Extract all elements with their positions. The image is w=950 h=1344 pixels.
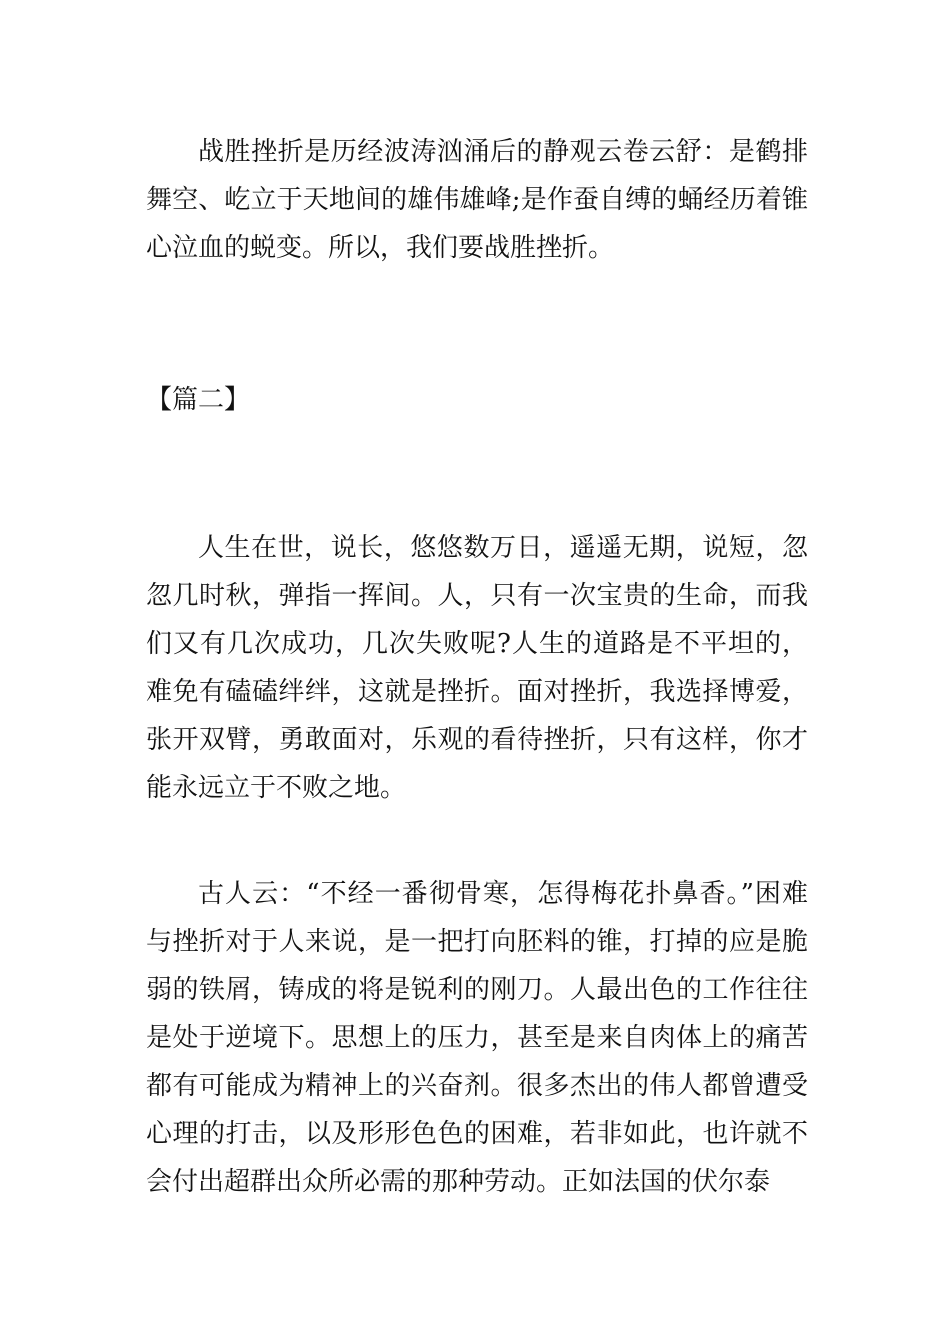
paragraph-ancients-said: 古人云：“不经一番彻骨寒，怎得梅花扑鼻香。”困难与挫折对于人来说，是一把打向胚料的锥，打掉的应是脆弱的铁屑，铸成的将是锐利的刚刀。人最出色的工作往往是处于逆境下。思想上的压力，甚至是来自肉体上的痛苦都有可能成为精神上的兴奋剂。很多杰出的伟人都曾遭受心理的打击，以及形形色色的困难，若非如此，也许就不会付出超群出众所必需的那种劳动。正如法国的伏尔泰 bbox=[146, 879, 808, 1197]
paragraph-overcoming-setbacks: 战胜挫折是历经波涛汹涌后的静观云卷云舒：是鹤排舞空、屹立于天地间的雄伟雄峰;是作蚕自缚的蛹经历着锥心泣血的蜕变。所以，我们要战胜挫折。 bbox=[146, 137, 808, 263]
paragraph-life: 人生在世，说长，悠悠数万日，遥遥无期，说短，忽忽几时秋，弹指一挥间。人，只有一次宝贵的生命，而我们又有几次成功，几次失败呢?人生的道路是不平坦的，难免有磕磕绊绊，这就是挫折。面对挫折，我选择博爱，张开双臂，勇敢面对，乐观的看待挫折，只有这样，你才能永远立于不败之地。 bbox=[146, 533, 808, 803]
section-heading: 【篇二】 bbox=[146, 385, 251, 415]
